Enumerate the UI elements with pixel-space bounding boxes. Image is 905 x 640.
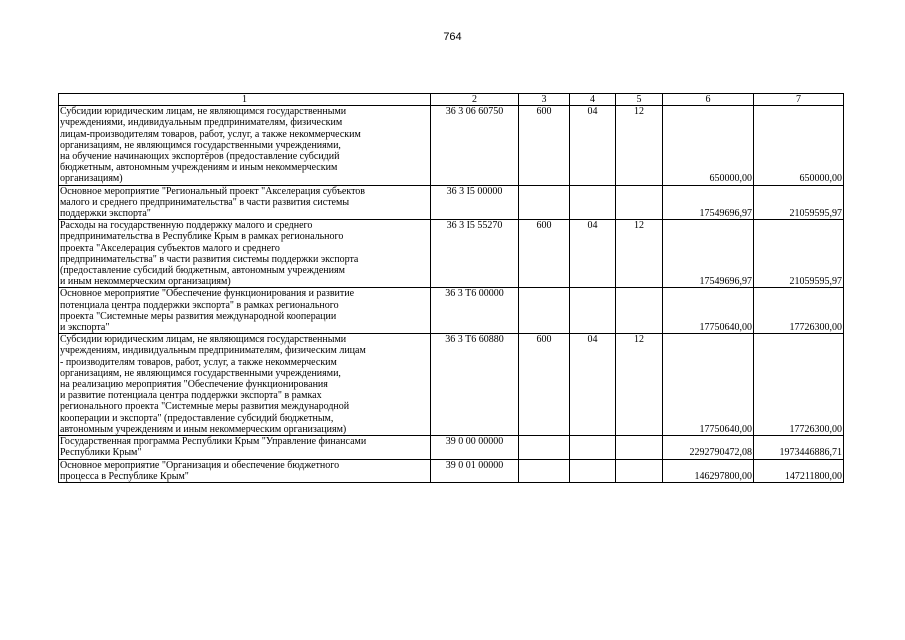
row-amount-1-cell: 17549696,97 [663,220,754,288]
row-amount-2-cell: 650000,00 [754,106,844,185]
column-header: 2 [431,94,519,106]
row-subsection-cell [616,436,663,459]
row-name-cell: Основное мероприятие "Региональный проект "Акселерация субъектов малого и среднего предпринимательства" в части развития системы поддержки экспорта" [59,185,431,220]
row-subsection-cell: 12 [616,220,663,288]
row-subsection-cell [616,185,663,220]
row-amount-2-cell: 21059595,97 [754,185,844,220]
table-row [59,436,844,459]
budget-table [58,93,844,483]
row-name-cell: Основное мероприятие "Организация и обеспечение бюджетного процесса в Республике Крым" [59,459,431,482]
row-amount-2-cell: 1973446886,71 [754,436,844,459]
column-header: 4 [570,94,616,106]
table-row [59,334,844,436]
row-name-cell: Расходы на государственную поддержку малого и среднего предпринимательства в Республике Крым в рамках регионального проекта "Акселерация субъектов малого и среднего предпринимательства" в части развития системы поддержки экспорта (предоставление субсидий бюджетным, автономным учреждениям и иным некоммерческим организациям) [59,220,431,288]
row-amount-2-cell: 147211800,00 [754,459,844,482]
row-code-cell: 36 3 T6 00000 [431,288,519,334]
row-section-cell: 04 [570,220,616,288]
table-row [59,106,844,185]
table-row [59,185,844,220]
table-row [59,288,844,334]
row-code-cell: 36 3 T6 60880 [431,334,519,436]
row-amount-2-cell: 17726300,00 [754,288,844,334]
row-name-cell: Государственная программа Республики Крым "Управление финансами Республики Крым" [59,436,431,459]
column-header: 3 [519,94,570,106]
row-subsection-cell: 12 [616,334,663,436]
row-type-cell [519,185,570,220]
row-amount-2-cell: 17726300,00 [754,334,844,436]
row-subsection-cell [616,288,663,334]
row-section-cell [570,459,616,482]
table-row [59,220,844,288]
column-header: 1 [59,94,431,106]
row-code-cell: 39 0 01 00000 [431,459,519,482]
row-name-cell: Субсидии юридическим лицам, не являющимся государственными учреждениям, индивидуальным предпринимателям, физическим лицам - производителям товаров, работ, услуг, а также некоммерческим организациям, не являющимся государственными учреждениями, на реализацию мероприятия "Обеспечение функционирования и развитие потенциала центра поддержки экспорта" в рамках регионального проекта "Системные меры развития международной кооперации и экспорта" (предоставление субсидий бюджетным, автономным учреждениям и иным некоммерческим организациям) [59,334,431,436]
row-section-cell [570,185,616,220]
column-header: 5 [616,94,663,106]
row-name-cell: Основное мероприятие "Обеспечение функционирования и развитие потенциала центра поддержки экспорта" в рамках регионального проекта "Системные меры развития международной кооперации и экспорта" [59,288,431,334]
table-header-row [59,94,844,106]
column-header: 7 [754,94,844,106]
row-subsection-cell: 12 [616,106,663,185]
row-type-cell [519,436,570,459]
row-code-cell: 36 3 06 60750 [431,106,519,185]
row-type-cell: 600 [519,220,570,288]
row-amount-2-cell: 21059595,97 [754,220,844,288]
row-code-cell: 36 3 I5 00000 [431,185,519,220]
row-amount-1-cell: 17750640,00 [663,288,754,334]
row-amount-1-cell: 146297800,00 [663,459,754,482]
row-type-cell [519,459,570,482]
row-section-cell: 04 [570,334,616,436]
row-type-cell: 600 [519,334,570,436]
page-number: 764 [443,31,462,43]
column-header: 6 [663,94,754,106]
row-name-cell: Субсидии юридическим лицам, не являющимся государственными учреждениями, индивидуальным предпринимателям, физическим лицам-производителям товаров, работ, услуг, а также некоммерческим организациям, не являющимся государственными учреждениями, на обучение начинающих экспортёров (предоставление субсидий бюджетным, автономным учреждениям и иным некоммерческим организациям) [59,106,431,185]
row-section-cell [570,436,616,459]
row-section-cell: 04 [570,106,616,185]
row-amount-1-cell: 17750640,00 [663,334,754,436]
row-type-cell: 600 [519,106,570,185]
row-amount-1-cell: 17549696,97 [663,185,754,220]
table-row [59,459,844,482]
row-code-cell: 39 0 00 00000 [431,436,519,459]
row-section-cell [570,288,616,334]
row-amount-1-cell: 650000,00 [663,106,754,185]
row-amount-1-cell: 2292790472,08 [663,436,754,459]
row-type-cell [519,288,570,334]
row-code-cell: 36 3 I5 55270 [431,220,519,288]
row-subsection-cell [616,459,663,482]
